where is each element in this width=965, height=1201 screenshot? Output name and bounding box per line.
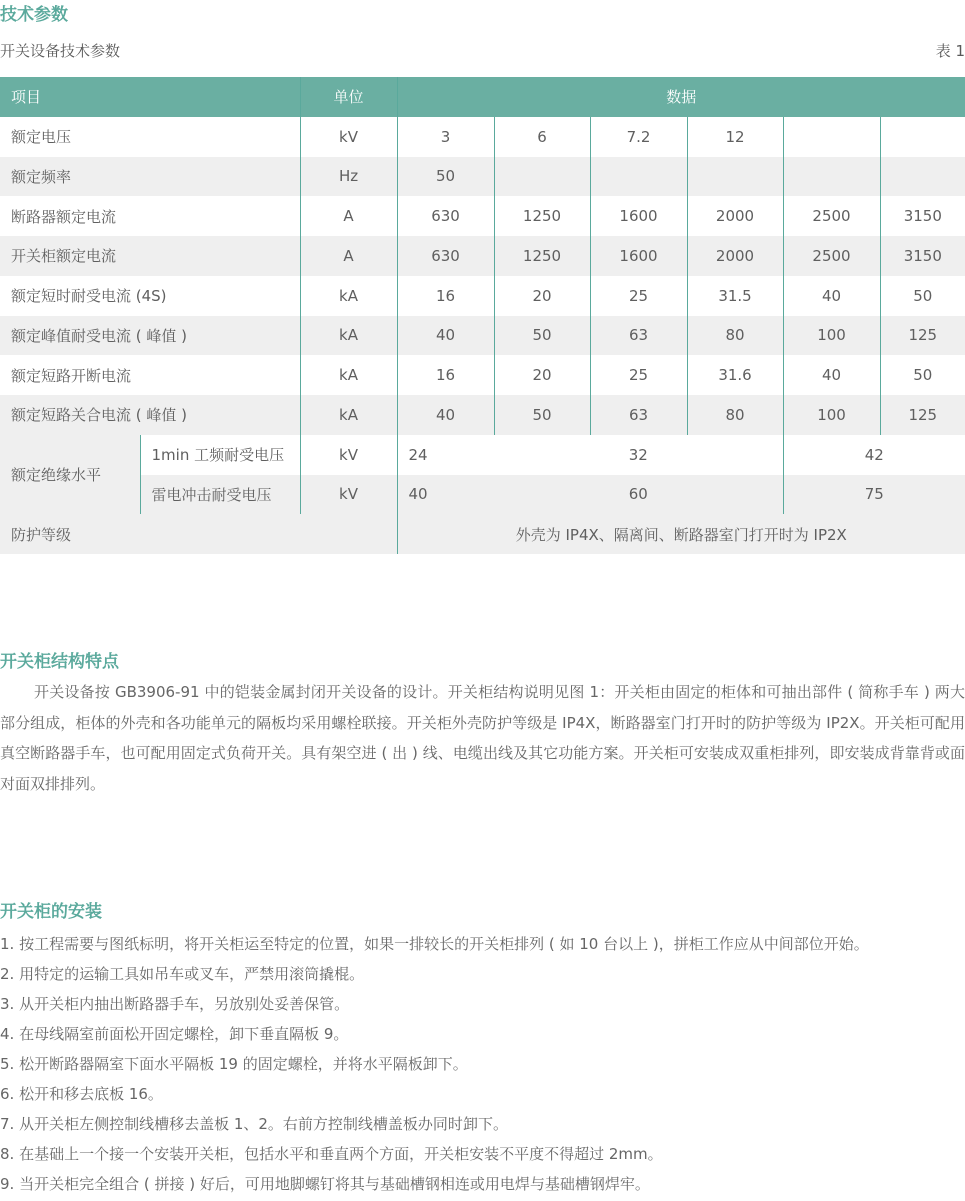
- data-cell: 20: [494, 355, 590, 395]
- data-cell: 12: [687, 117, 783, 157]
- data-cell: [783, 157, 880, 197]
- table-row: [0, 276, 965, 316]
- row-label: 开关柜额定电流: [0, 236, 300, 276]
- row-unit: kV: [300, 117, 397, 157]
- data-cell: [687, 157, 783, 197]
- list-item: 8. 在基础上一个接一个安装开关柜，包括水平和垂直两个方面，开关柜安装不平度不得超过 2mm。: [0, 1145, 663, 1163]
- list-item: 4. 在母线隔室前面松开固定螺栓，卸下垂直隔板 9。: [0, 1025, 349, 1043]
- data-cell: 24: [408, 445, 428, 464]
- data-cell: [494, 157, 590, 197]
- table-row: [0, 157, 965, 197]
- data-cell: 50: [494, 316, 590, 356]
- data-cell: 7.2: [590, 117, 687, 157]
- row-unit: kV: [300, 475, 397, 515]
- list-item: 1. 按工程需要与图纸标明，将开关柜运至特定的位置，如果一排较长的开关柜排列 ( 如 10 台以上 )，拼柜工作应从中间部位开始。: [0, 935, 869, 953]
- data-cell: 125: [880, 395, 965, 435]
- list-item: 5. 松开断路器隔室下面水平隔板 19 的固定螺栓，并将水平隔板卸下。: [0, 1055, 468, 1073]
- table-row: [0, 435, 965, 475]
- data-cell: 31.6: [687, 355, 783, 395]
- data-cell: 16: [397, 276, 494, 316]
- data-cell: 1250: [494, 236, 590, 276]
- row-label: 额定短时耐受电流 (4S): [0, 276, 300, 316]
- row-label: 额定峰值耐受电流 ( 峰值 ): [0, 316, 300, 356]
- row-unit: kA: [300, 276, 397, 316]
- header-unit: 单位: [300, 77, 397, 117]
- data-cell: 630: [397, 196, 494, 236]
- list-item: 3. 从开关柜内抽出断路器手车，另放别处妥善保管。: [0, 995, 350, 1013]
- data-cell: 125: [880, 316, 965, 356]
- data-cell: 100: [783, 395, 880, 435]
- table-row: [0, 475, 965, 515]
- data-cell: 16: [397, 355, 494, 395]
- data-cell: 20: [494, 276, 590, 316]
- row-label: 额定短路关合电流 ( 峰值 ): [0, 395, 300, 435]
- data-cell: 1600: [590, 196, 687, 236]
- data-cell: 25: [590, 276, 687, 316]
- data-cell: 80: [687, 316, 783, 356]
- data-cell: 40: [397, 475, 494, 515]
- data-cell: 1600: [590, 236, 687, 276]
- data-cell: 40: [397, 395, 494, 435]
- installation-steps: [0, 929, 869, 1199]
- data-cell: 1250: [494, 196, 590, 236]
- row-label: 额定短路开断电流: [0, 355, 300, 395]
- row-unit: kA: [300, 355, 397, 395]
- data-cell: 3: [397, 117, 494, 157]
- data-cell: 50: [397, 157, 494, 197]
- row-label: 断路器额定电流: [0, 196, 300, 236]
- data-cell: 630: [397, 236, 494, 276]
- data-cell: 50: [494, 395, 590, 435]
- row-unit: A: [300, 236, 397, 276]
- table-header-row: [0, 77, 965, 117]
- data-cell: 25: [590, 355, 687, 395]
- data-cell: 63: [590, 316, 687, 356]
- data-cell: [783, 117, 880, 157]
- section-title-structure: 开关柜结构特点: [0, 652, 119, 672]
- table-caption-text: 开关设备技术参数: [0, 42, 121, 60]
- data-cell: 31.5: [687, 276, 783, 316]
- data-cell: 3150: [880, 236, 965, 276]
- data-cell: 32: [494, 435, 783, 475]
- table-row: [0, 355, 965, 395]
- section-title-tech-params: 技术参数: [0, 5, 68, 25]
- insulation-sub-label: 雷电冲击耐受电压: [140, 475, 300, 515]
- header-data: 数据: [397, 77, 965, 117]
- data-cell: 80: [687, 395, 783, 435]
- table-row: [0, 117, 965, 157]
- row-unit: A: [300, 196, 397, 236]
- data-cell: [880, 157, 965, 197]
- table-row: [0, 316, 965, 356]
- data-cell: 6: [494, 117, 590, 157]
- table-row: [0, 514, 965, 554]
- data-cell: 3150: [903, 207, 942, 226]
- row-unit: kA: [300, 395, 397, 435]
- data-cell: 63: [590, 395, 687, 435]
- table-row: [0, 236, 965, 276]
- data-cell: 42: [864, 445, 884, 464]
- row-unit: Hz: [300, 157, 397, 197]
- protection-value: 外壳为 IP4X、隔离间、断路器室门打开时为 IP2X: [397, 514, 965, 554]
- data-cell: 2500: [783, 236, 880, 276]
- table-caption: [0, 40, 965, 60]
- data-cell: 50: [913, 366, 933, 385]
- data-cell: [880, 117, 965, 157]
- insulation-group-label: 额定绝缘水平: [0, 435, 140, 515]
- data-cell: 50: [913, 286, 933, 305]
- data-cell: 2500: [783, 196, 880, 236]
- row-label: 额定电压: [0, 117, 300, 157]
- list-item: 6. 松开和移去底板 16。: [0, 1085, 163, 1103]
- data-cell: 2000: [687, 196, 783, 236]
- row-label: 防护等级: [0, 514, 397, 554]
- tech-params-table: [0, 77, 965, 554]
- data-cell: 60: [494, 475, 783, 515]
- row-label: 额定频率: [0, 157, 300, 197]
- list-item: 2. 用特定的运输工具如吊车或叉车，严禁用滚筒撬棍。: [0, 965, 365, 983]
- list-item: 9. 当开关柜完全组合 ( 拼接 ) 好后，可用地脚螺钉将其与基础槽钢相连或用电焊与基础槽钢焊牢。: [0, 1175, 650, 1193]
- data-cell: 40: [397, 316, 494, 356]
- data-cell: 2000: [687, 236, 783, 276]
- list-item: 7. 从开关柜左侧控制线槽移去盖板 1、2。右前方控制线槽盖板办同时卸下。: [0, 1115, 508, 1133]
- section-title-installation: 开关柜的安装: [0, 902, 102, 922]
- data-cell: 40: [783, 355, 880, 395]
- row-unit: kA: [300, 316, 397, 356]
- data-cell: 100: [783, 316, 880, 356]
- table-number: 表 1: [935, 42, 965, 60]
- data-cell: [590, 157, 687, 197]
- row-unit: kV: [300, 435, 397, 475]
- data-cell: 75: [783, 475, 965, 515]
- insulation-sub-label: 1min 工频耐受电压: [140, 435, 300, 475]
- structure-paragraph: 开关设备按 GB3906-91 中的铠装金属封闭开关设备的设计。开关柜结构说明见图 1：开关柜由固定的柜体和可抽出部件 ( 简称手车 ) 两大部分组成，柜体的外壳和各功能单元的隔板均采用螺栓联接。开关柜外壳防护等级是 IP4X，断路器室门打开时的防护等级为 IP2X。开关柜可配用真空断路器手车，也可配用固定式负荷开关。具有架空进 ( 出 ) 线、电缆出线及其它功能方案。开关柜可安装成双重柜排列，即安装成背靠背或面对面双排排列。: [0, 683, 965, 793]
- table-row: [0, 196, 965, 236]
- table-row: [0, 395, 965, 435]
- header-item: 项目: [0, 77, 300, 117]
- data-cell: 40: [783, 276, 880, 316]
